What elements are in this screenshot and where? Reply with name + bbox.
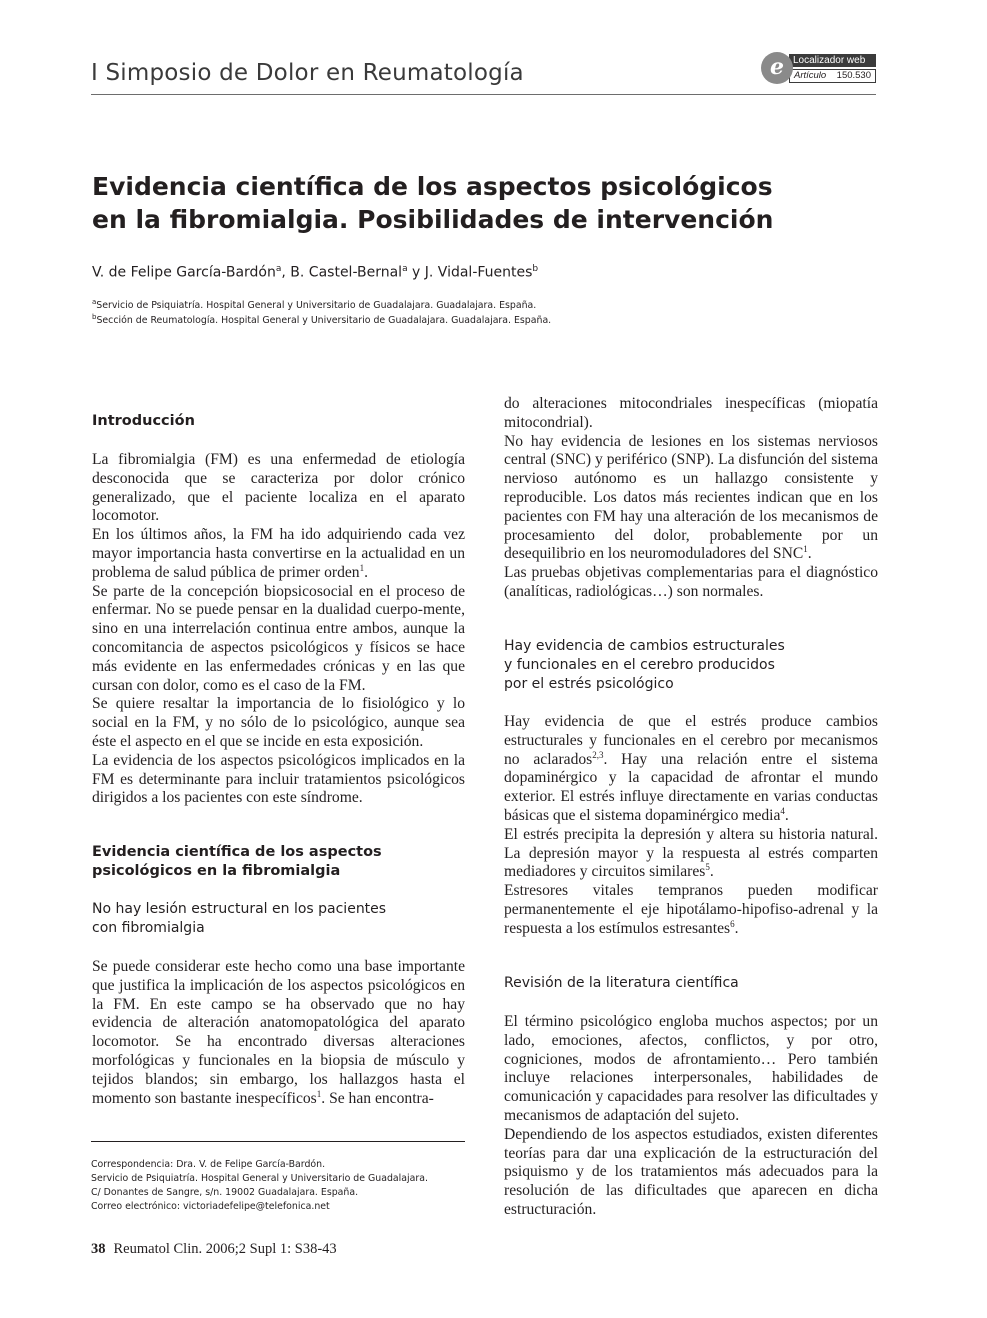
- page-footer: [91, 1241, 337, 1258]
- paragraph-text: En los últimos años, la FM ha ido adquiriendo cada vez mayor importancia hasta convertirse en la actualidad en un problema de salud pública de primer orden: [92, 526, 465, 581]
- paragraph: [504, 713, 878, 826]
- paragraph: [504, 882, 878, 938]
- paragraph-text: Hay evidencia de que el estrés produce cambios estructurales y funcionales en el cerebro por mecanismos no aclarados: [504, 713, 878, 768]
- subheading-cambios-cerebro: [504, 637, 785, 694]
- author-affil-mark: b: [532, 264, 539, 274]
- journal-citation: Reumatol Clin. 2006;2 Supl 1: S38-43: [113, 1241, 337, 1257]
- citation-ref: 6: [730, 918, 735, 929]
- right-column-top: [504, 395, 878, 602]
- paragraph-text: .: [807, 545, 812, 563]
- paragraph-text: El estrés precipita la depresión y altera su historia natural. La depresión mayor y la respuesta al estrés comparten mediadores y circuitos similares: [504, 825, 878, 881]
- page-number: 38: [91, 1241, 106, 1257]
- author-name: V. de Felipe García-Bardón: [92, 264, 276, 281]
- locator-article-label: Artículo: [794, 70, 827, 81]
- paragraph-text: . Se han encontra-: [321, 1089, 434, 1107]
- citation-ref: 4: [780, 805, 785, 816]
- paragraph: Se quiere resaltar la importancia de lo fisiológico y lo social en la FM, y no sólo de lo psicológico, aunque sea éste el aspecto en el que se incide en esta exposición.: [92, 695, 465, 750]
- paragraph: Se parte de la concepción biopsicosocial en el proceso de enfermar. No se puede pensar en la dualidad cuerpo-mente, sino en una interrelación continua entre ambos, aunque la concomitancia de aspectos psicológicos y físicos se hace más evidente en las enfermedades crónicas y en las que cursan con dolor, como es el caso de la FM.: [92, 582, 465, 694]
- footnote-line: Correspondencia: Dra. V. de Felipe García-Bardón.: [91, 1159, 326, 1170]
- revision-section: [504, 1013, 878, 1220]
- paragraph-text: Se puede considerar este hecho como una base importante que justifica la implicación de los aspectos psicológicos en la FM. En este campo se ha observado que no hay evidencia de alteración anatomopatológica del aparato locomotor. Se ha encontrado diversas alteraciones morfológicas y funcionales en la biopsia de músculo y tejidos blandos; sin embargo, los hallazgos hasta el momento son bastante inespecíficos: [92, 958, 465, 1107]
- header-divider: [91, 94, 876, 95]
- subheading-line: con fibromialgia: [92, 920, 205, 936]
- affiliation-text: Sección de Reumatología. Hospital General y Universitario de Guadalajara. Guadalajara. España.: [96, 315, 552, 327]
- heading-introduccion: Introducción: [92, 413, 195, 429]
- paragraph: El término psicológico engloba muchos aspectos; por un lado, emociones, afectos, conflictos, y por otro, cogniciones, modos de afrontamiento… Pero también incluye relaciones interpersonales, habilidades de comunicación y capacidades para resolver las dificultades y mecanismos de adaptación del sujeto.: [504, 1013, 878, 1124]
- author-name: B. Castel-Bernal: [290, 264, 403, 281]
- cambios-section: [504, 713, 878, 939]
- paragraph: Dependiendo de los aspectos estudiados, existen diferentes teorías para dar una explicación de la estructuración del psiquismo y de los tratamientos más adecuados para la resolución de las dificultades que aparecen en dicha estructuración.: [504, 1125, 878, 1218]
- citation-ref: 1: [316, 1088, 322, 1099]
- subheading-line: y funcionales en el cerebro producidos: [504, 657, 775, 673]
- paragraph-text: .: [364, 563, 369, 581]
- author-affil-mark: a: [402, 264, 408, 274]
- paragraph: [504, 826, 878, 882]
- paragraph-text: Estresores vitales tempranos pueden modificar permanentemente el eje hipotálamo-hipofiso-adrenal y la respuesta a los estímulos estresantes: [504, 882, 878, 937]
- footnote-divider: [91, 1141, 465, 1142]
- paragraph-text: .: [709, 863, 714, 881]
- paragraph: [504, 433, 878, 565]
- no-lesion-section: [92, 958, 465, 1108]
- intro-section: [92, 451, 465, 808]
- footnote-line: C/ Donantes de Sangre, s/n. 19002 Guadalajara. España.: [91, 1187, 359, 1198]
- paragraph: La evidencia de los aspectos psicológicos implicados en la FM es determinante para incluir tratamientos psicológicos dirigidos a los pacientes con este síndrome.: [92, 751, 465, 807]
- affiliation-a: [92, 298, 536, 311]
- author-list: [92, 264, 538, 281]
- paragraph-text: .: [784, 806, 789, 824]
- paragraph: do alteraciones mitocondriales inespecíficas (miopatía mitocondrial).: [504, 395, 878, 431]
- journal-section-title: I Simposio de Dolor en Reumatología: [91, 60, 524, 86]
- subheading-line: Hay evidencia de cambios estructurales: [504, 638, 785, 654]
- paragraph-text: .: [734, 919, 739, 937]
- subheading-no-lesion: [92, 900, 386, 938]
- article-title: [92, 170, 852, 236]
- paragraph: Las pruebas objetivas complementarias para el diagnóstico (analíticas, radiológicas…) son normales.: [504, 564, 878, 600]
- affiliation-text: Servicio de Psiquiatría. Hospital General y Universitario de Guadalajara. Guadalajara. España.: [96, 300, 537, 312]
- locator-label: Localizador web: [789, 54, 876, 67]
- affiliation-b: [92, 313, 551, 326]
- footnote-email: Correo electrónico: victoriadefelipe@telefonica.net: [91, 1201, 330, 1212]
- heading-line: Evidencia científica de los aspectos: [92, 844, 382, 860]
- subheading-line: por el estrés psicológico: [504, 676, 674, 692]
- author-affil-mark: a: [275, 264, 282, 274]
- paragraph-text: No hay evidencia de lesiones en los sistemas nerviosos central (SNC) y periférico (SNP). La disfunción del sistema nervioso autónomo es un hallazgo consistente y reproducible. Los datos más recientes indican que en los pacientes con FM hay una alteración de los mecanismos de procesamiento del dolor, probablemente por un desequilibrio en los neuromoduladores del SNC: [504, 432, 878, 563]
- footnote-line: Servicio de Psiquiatría. Hospital General y Universitario de Guadalajara.: [91, 1173, 428, 1184]
- subheading-revision: Revisión de la literatura científica: [504, 975, 739, 991]
- locator-article-number: 150.530: [836, 70, 871, 81]
- paragraph-text: . Hay una relación entre el sistema dopaminérgico y la capacidad de afrontar el mundo exterior. El estrés influye directamente en varias conductas básicas que el sistema dopaminérgico media: [504, 750, 878, 824]
- locator-article-box: [789, 69, 876, 83]
- citation-ref: 2,3: [592, 749, 604, 760]
- title-line-1: Evidencia científica de los aspectos psicológicos: [92, 172, 773, 201]
- paragraph: La fibromialgia (FM) es una enfermedad de etiología desconocida que se caracteriza por dolor crónico generalizado, que el paciente localiza en el aparato locomotor.: [92, 451, 465, 525]
- author-separator: y: [407, 264, 425, 281]
- affil-mark: b: [92, 313, 97, 321]
- author-name: J. Vidal-Fuentes: [424, 264, 533, 281]
- heading-evidencia: [92, 843, 382, 881]
- citation-ref: 1: [803, 544, 808, 555]
- affil-mark: a: [92, 298, 97, 306]
- web-locator-badge: [761, 52, 876, 86]
- citation-ref: 5: [705, 862, 710, 873]
- e-logo-icon: e: [761, 52, 793, 84]
- title-line-2: en la fibromialgia. Posibilidades de intervención: [92, 205, 774, 234]
- citation-ref: 1: [359, 562, 365, 573]
- paragraph: [92, 958, 465, 1108]
- subheading-line: No hay lesión estructural en los pacientes: [92, 901, 387, 917]
- author-separator: ,: [281, 264, 291, 281]
- paragraph: [92, 526, 465, 582]
- heading-line: psicológicos en la fibromialgia: [92, 863, 341, 879]
